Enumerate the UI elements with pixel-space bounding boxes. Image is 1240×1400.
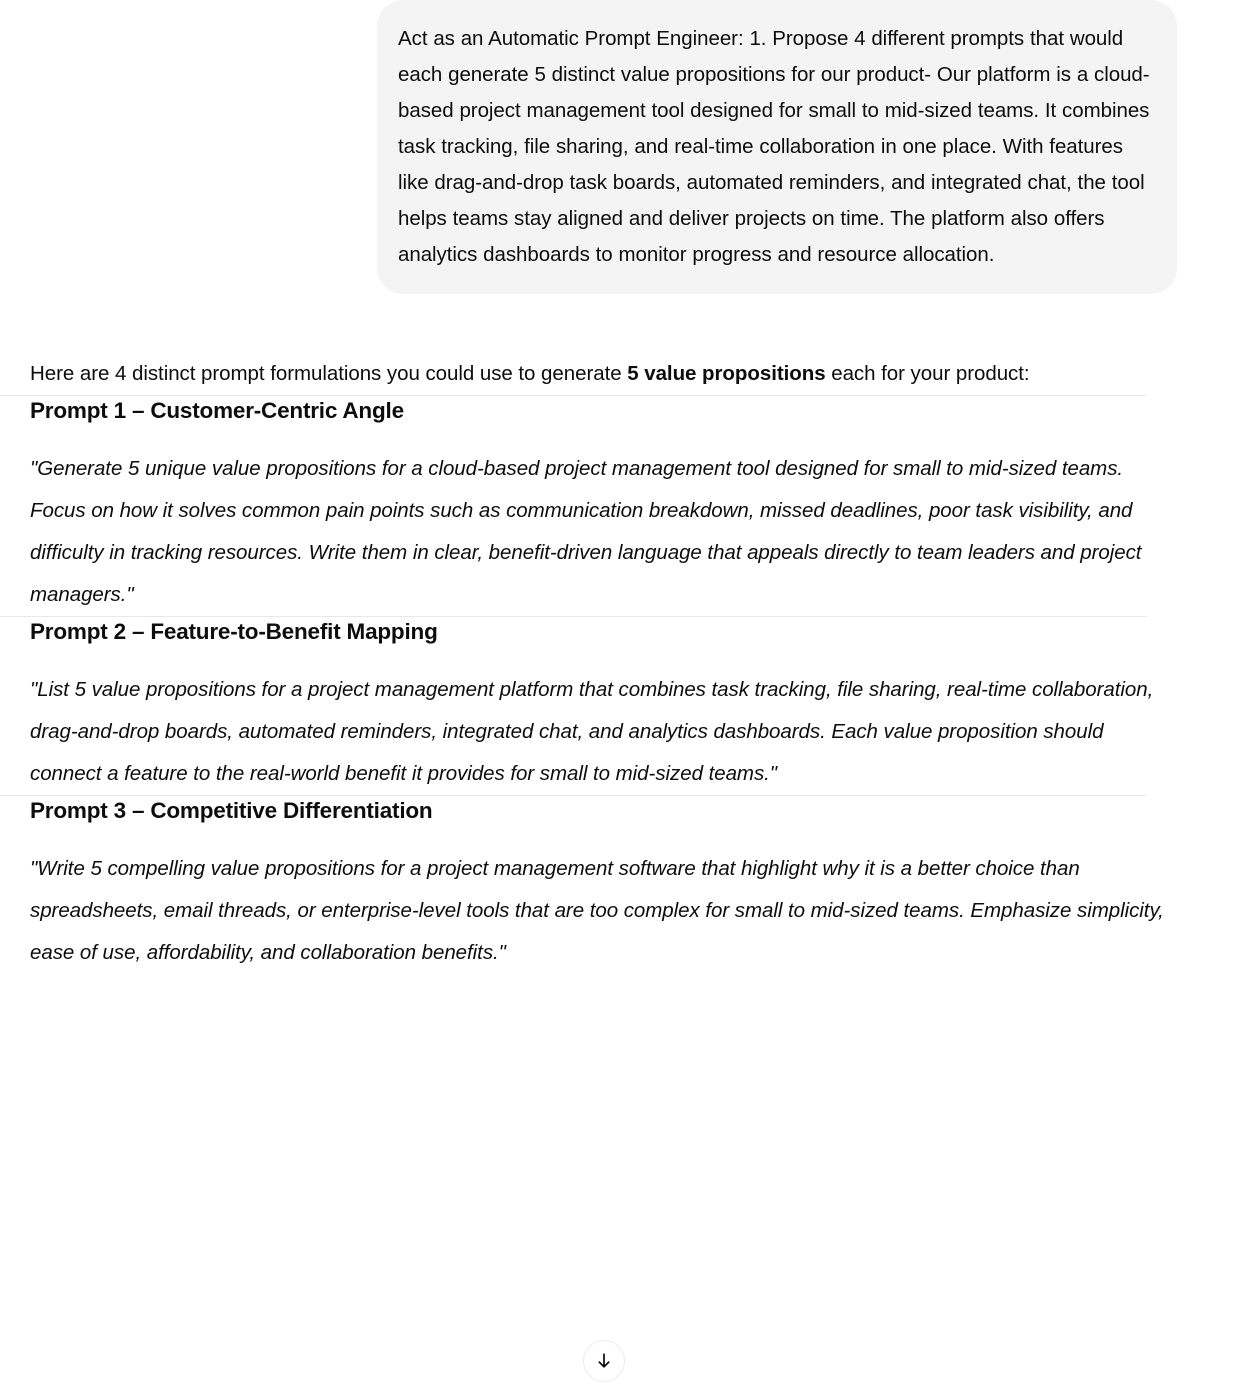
scroll-to-bottom-button[interactable] [583,1340,625,1382]
user-message-bubble [377,0,1177,294]
arrow-down-icon [594,1351,614,1371]
prompt-1-title: Prompt 1 – Customer-Centric Angle [30,398,404,423]
assistant-message [0,352,1240,395]
prompt-section-2 [0,617,1240,795]
assistant-intro-emphasis: 5 value propositions [627,362,826,385]
assistant-intro-text-after: each for your product: [825,362,1030,385]
user-message-row [0,0,1240,294]
assistant-intro-text-before: Here are 4 distinct prompt formulations you could use to generate [30,362,628,385]
user-message-text: Act as an Automatic Prompt Engineer: 1. Propose 4 different prompts that would each generate 5 distinct value propositions for our product- Our platform is a cloud-based project management tool designed for small to mid-sized teams. It combines task tracking, file sharing, and real-time collaboration in one place. With features like drag-and-drop task boards, automated reminders, and integrated chat, the tool helps teams stay aligned and deliver projects on time. The platform also offers analytics dashboards to monitor progress and resource allocation. [398,27,1150,266]
prompt-3-title: Prompt 3 – Competitive Differentiation [30,798,433,823]
prompt-1-body: "Generate 5 unique value propositions for a cloud-based project management tool designed for small to mid-sized teams. Focus on how it solves common pain points such as communication breakdown, missed deadlines, poor task visibility, and difficulty in tracking resources. Write them in clear, benefit-driven language that appeals directly to team leaders and project managers." [30,457,1142,606]
prompt-section-1 [0,396,1240,616]
assistant-intro-paragraph [30,352,1177,395]
prompt-2-body: "List 5 value propositions for a project management platform that combines task tracking, file sharing, real-time collaboration, drag-and-drop boards, automated reminders, integrated chat, and analytics dashboards. Each value proposition should connect a feature to the real-world benefit it provides for small to mid-sized teams." [30,678,1154,785]
prompt-section-3 [0,796,1240,974]
prompt-2-title: Prompt 2 – Feature-to-Benefit Mapping [30,619,438,644]
prompt-3-body: "Write 5 compelling value propositions for a project management software that highlight why it is a better choice than spreadsheets, email threads, or enterprise-level tools that are too complex for small to mid-sized teams. Emphasize simplicity, ease of use, affordability, and collaboration benefits." [30,857,1164,964]
